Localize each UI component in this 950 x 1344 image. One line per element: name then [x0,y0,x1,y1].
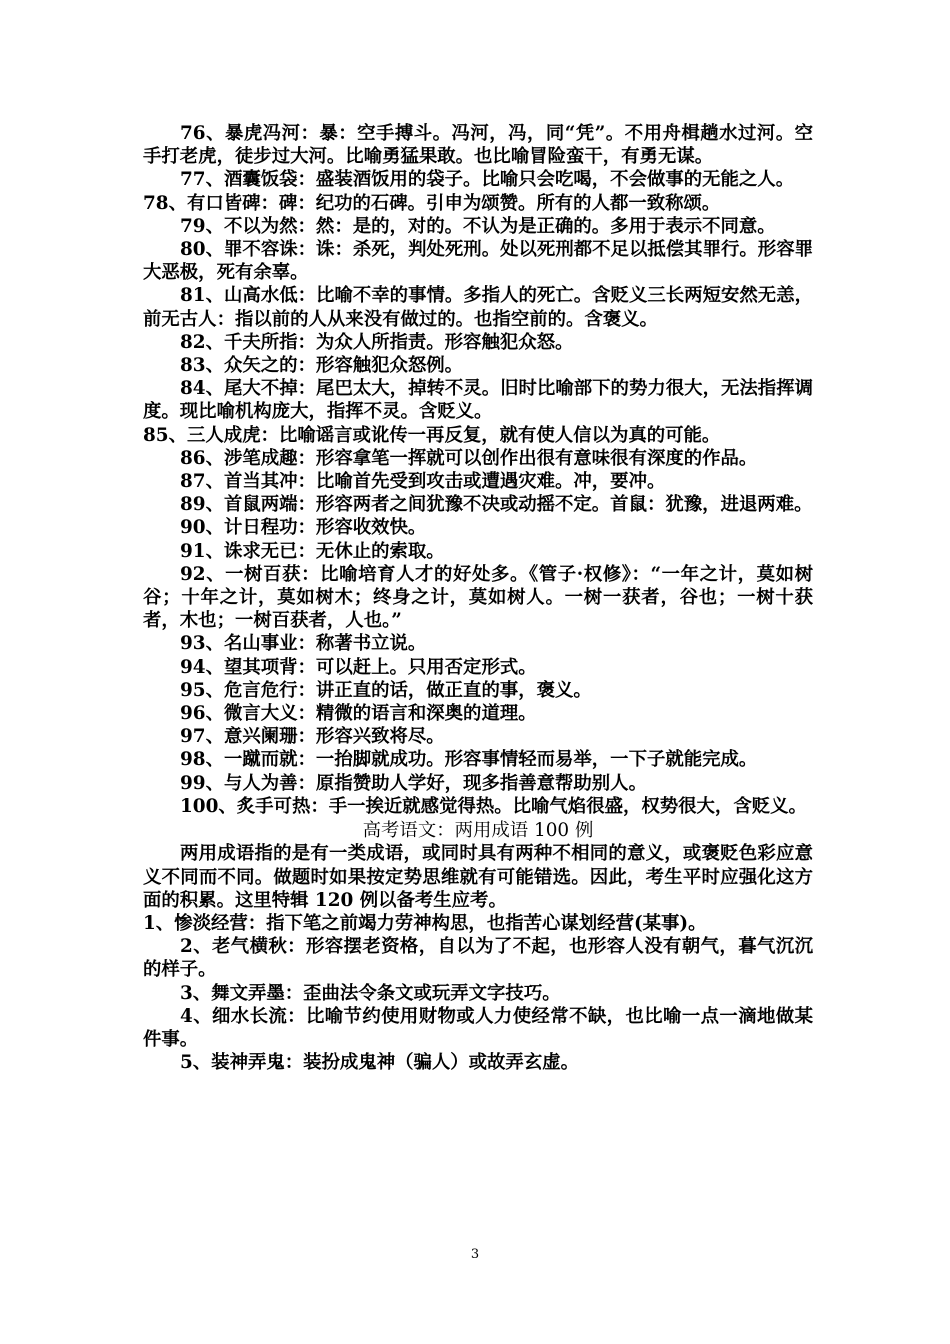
paragraph: 89、首鼠两端：形容两者之间犹豫不决或动摇不定。首鼠：犹豫，进退两难。 [180,494,813,516]
paragraph: 94、望其项背：可以赶上。只用否定形式。 [180,656,537,678]
page-content [143,122,813,1074]
paragraph: 97、意兴阑珊：形容兴致将尽。 [180,726,445,748]
paragraph: 93、名山事业：称著书立说。 [180,633,427,655]
paragraph: 87、首当其冲：比喻首先受到攻击或遭遇灾难。冲，要冲。 [180,471,666,493]
page-number: 3 [470,1247,480,1262]
paragraph: 5、装神弄鬼：装扮成鬼神（骗人）或故弄玄虚。 [180,1052,579,1074]
paragraph: 76、暴虎冯河：暴：空手搏斗。冯河，冯，同“凭”。不用舟楫趟水过河。空手打老虎，徒步过大河。比喻勇猛果敢。也比喻冒险蛮干，有勇无谋。 [143,123,813,168]
idiom-list-part-2 [143,842,813,1074]
paragraph: 81、山高水低：比喻不幸的事情。多指人的死亡。含贬义三长两短安然无恙，前无古人：指以前的人从来没有做过的。也指空前的。含褒义。 [143,285,813,330]
paragraph: 90、计日程功：形容收效快。 [180,517,427,539]
paragraph: 95、危言危行：讲正直的话，做正直的事，褒义。 [180,679,592,701]
paragraph: 83、众矢之的：形容触犯众怒例。 [180,355,464,377]
paragraph: 96、微言大义：精微的语言和深奥的道理。 [180,703,537,725]
paragraph: 78、有口皆碑：碑：纪功的石碑。引申为颂赞。所有的人都一致称颂。 [143,192,721,214]
paragraph: 84、尾大不掉：尾巴太大，掉转不灵。旧时比喻部下的势力很大，无法指挥调度。现比喻机构庞大，指挥不灵。含贬义。 [143,378,813,423]
paragraph: 85、三人成虎：比喻谣言或讹传一再反复，就有使人信以为真的可能。 [143,424,721,446]
paragraph: 77、酒囊饭袋：盛装酒饭用的袋子。比喻只会吃喝，不会做事的无能之人。 [180,169,795,191]
section-title: 高考语文：两用成语 100 例 [362,820,594,842]
paragraph: 3、舞文弄墨：歪曲法令条文或玩弄文字技巧。 [180,982,561,1004]
paragraph: 100、炙手可热：手一挨近就感觉得热。比喻气焰很盛，权势很大，含贬义。 [180,795,807,817]
paragraph: 91、诛求无已：无休止的索取。 [180,540,445,562]
paragraph: 2、老气横秋：形容摆老资格，自以为了不起，也形容人没有朝气，暮气沉沉的样子。 [143,936,813,981]
paragraph: 两用成语指的是有一类成语，或同时具有两种不相同的意义，或褒贬色彩应意义不同而不同。做题时如果按定势思维就有可能错选。因此，考生平时应强化这方面的积累。这里特辑 120 例以备考生应考。 [143,843,813,911]
paragraph: 92、一树百获：比喻培育人才的好处多。《管子·权修》：“一年之计，莫如树谷；十年之计，莫如树木；终身之计，莫如树人。一树一获者，谷也；一树十获者，木也；一树百获者，人也。” [143,563,813,632]
paragraph: 98、一蹴而就：一抬脚就成功。形容事情轻而易举，一下子就能完成。 [180,749,758,771]
paragraph: 99、与人为善：原指赞助人学好，现多指善意帮助别人。 [180,772,647,794]
idiom-list-part-1 [143,122,813,818]
paragraph: 82、千夫所指：为众人所指责。形容触犯众怒。 [180,331,574,353]
paragraph: 4、细水长流：比喻节约使用财物或人力使经常不缺，也比喻一点一滴地做某件事。 [143,1005,813,1050]
paragraph: 1、惨淡经营：指下笔之前竭力劳神构思，也指苦心谋划经营(某事)。 [143,912,707,934]
paragraph: 80、罪不容诛：诛：杀死，判处死刑。处以死刑都不足以抵偿其罪行。形容罪大恶极，死有余辜。 [143,239,813,284]
paragraph: 79、不以为然：然：是的，对的。不认为是正确的。多用于表示不同意。 [180,215,776,237]
paragraph: 86、涉笔成趣：形容拿笔一挥就可以创作出很有意味很有深度的作品。 [180,447,758,469]
